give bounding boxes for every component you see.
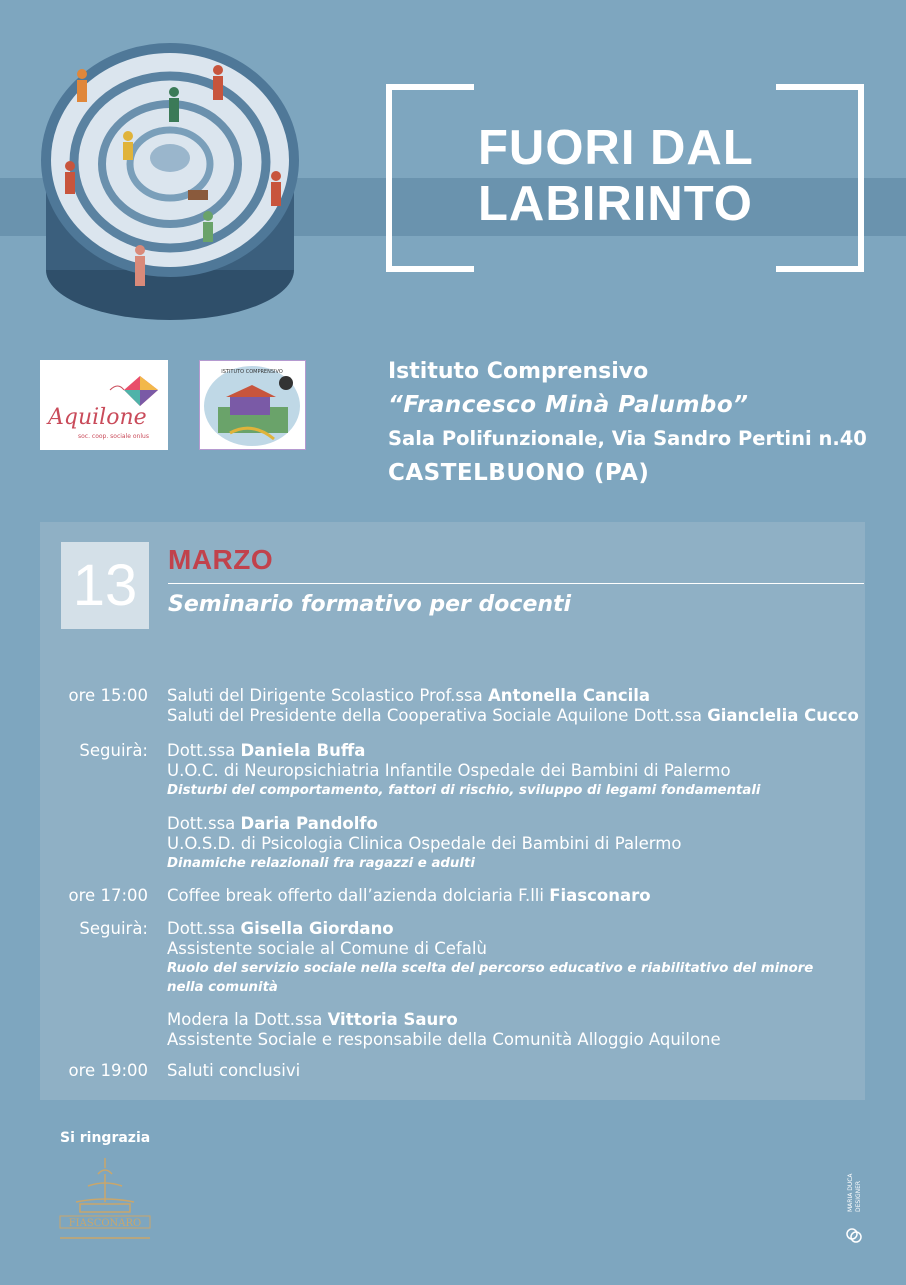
sponsor-name: FIASCONARO bbox=[68, 1218, 142, 1229]
program-line: Saluti del Presidente della Cooperativa Sociale Aquilone Dott.ssa Gianclelia Cucco bbox=[167, 706, 859, 725]
program-line: Modera la Dott.ssa Vittoria Sauro bbox=[167, 1010, 458, 1029]
program-topic: Disturbi del comportamento, fattori di rischio, sviluppo di legami fondamentali bbox=[167, 783, 761, 798]
program-line: Coffee break offerto dall’azienda dolciaria F.lli Fiasconaro bbox=[167, 886, 651, 905]
designer-role: DESIGNER bbox=[855, 1180, 862, 1212]
program-time: Seguirà: bbox=[79, 741, 148, 760]
title-line-2: LABIRINTO bbox=[478, 177, 753, 231]
program-topic: Ruolo del servizio sociale nella scelta del percorso educativo e riabilitativo del minore bbox=[167, 961, 814, 976]
program-line: Dott.ssa Gisella Giordano bbox=[167, 919, 394, 938]
program-line: U.O.C. di Neuropsichiatria Infantile Ospedale dei Bambini di Palermo bbox=[167, 761, 731, 780]
aquilone-subtitle: soc. coop. sociale onlus bbox=[78, 433, 149, 440]
title-line-1: FUORI DAL bbox=[478, 121, 754, 175]
school-logo bbox=[199, 360, 306, 450]
program-line: Assistente sociale al Comune di Cefalù bbox=[167, 939, 487, 958]
program-topic: Dinamiche relazionali fra ragazzi e adulti bbox=[167, 856, 475, 871]
thanks-label: Si ringrazia bbox=[60, 1130, 151, 1146]
program-topic: nella comunità bbox=[167, 980, 278, 995]
maze-illustration bbox=[38, 40, 310, 330]
venue-institute: Istituto Comprensivo bbox=[388, 359, 649, 384]
venue-block bbox=[388, 356, 888, 490]
program-line: Dott.ssa Daria Pandolfo bbox=[167, 814, 378, 833]
fiasconaro-logo bbox=[58, 1152, 152, 1244]
school-caption: ISTITUTO COMPRENSIVO bbox=[221, 369, 283, 375]
left-bracket bbox=[386, 84, 474, 272]
page-title bbox=[478, 120, 754, 232]
event-month: MARZO bbox=[168, 544, 274, 575]
venue-address: Sala Polifunzionale, Via Sandro Pertini n.40 bbox=[388, 427, 867, 450]
event-subtitle: Seminario formativo per docenti bbox=[168, 592, 572, 617]
program-time: ore 19:00 bbox=[68, 1061, 148, 1080]
program-line: Saluti del Dirigente Scolastico Prof.ssa Antonella Cancila bbox=[167, 686, 651, 705]
program-time: ore 15:00 bbox=[68, 686, 148, 705]
designer-mark bbox=[838, 1160, 868, 1245]
designer-name: MARIA DUCA bbox=[847, 1173, 854, 1212]
aquilone-name: Aquilone bbox=[48, 405, 147, 430]
program-line: U.O.S.D. di Psicologia Clinica Ospedale dei Bambini di Palermo bbox=[167, 834, 682, 853]
aquilone-logo bbox=[40, 360, 168, 450]
program-time: ore 17:00 bbox=[68, 886, 148, 905]
event-day: 13 bbox=[61, 542, 149, 629]
program-line: Dott.ssa Daniela Buffa bbox=[167, 741, 366, 760]
program-time: Seguirà: bbox=[79, 919, 148, 938]
program-line: Assistente Sociale e responsabile della Comunità Alloggio Aquilone bbox=[167, 1030, 721, 1049]
program-line: Saluti conclusivi bbox=[167, 1061, 301, 1080]
divider bbox=[168, 583, 864, 584]
right-bracket bbox=[776, 84, 864, 272]
program-panel bbox=[40, 522, 865, 1100]
title-frame bbox=[386, 84, 864, 272]
venue-city: CASTELBUONO (PA) bbox=[388, 460, 650, 486]
venue-school-name: “Francesco Minà Palumbo” bbox=[388, 392, 749, 418]
